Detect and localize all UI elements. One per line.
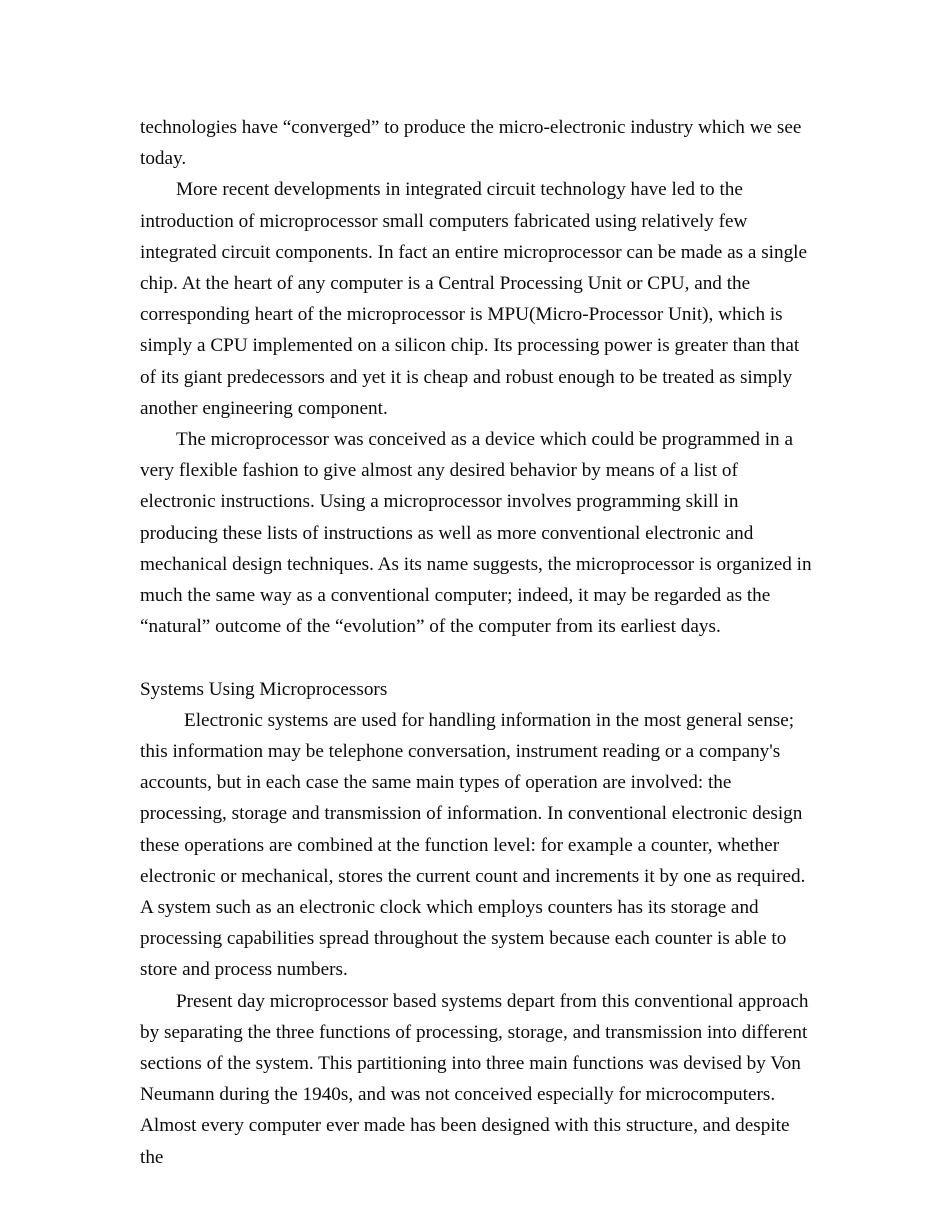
- blank-line-spacer: [140, 642, 812, 673]
- document-text-body: [140, 112, 812, 1173]
- paragraph-continuation: technologies have “converged” to produce the micro-electronic industry which we see today.: [140, 117, 802, 170]
- paragraph-microprocessor-conceived: The microprocessor was conceived as a device which could be programmed in a very flexible fashion to give almost any desired behavior by means of a list of electronic instructions. Using a microprocessor involves programming skill in producing these lists of instructions as well as more conventional electronic and mechanical design techniques. As its name suggests, the microprocessor is organized in much the same way as a conventional computer; indeed, it may be regarded as the “natural” outcome of the “evolution” of the computer from its earliest days.: [140, 429, 812, 638]
- paragraph-more-recent-developments: More recent developments in integrated circuit technology have led to the introduction of microprocessor small computers fabricated using relatively few integrated circuit components. In fact an entire microprocessor can be made as a single chip. At the heart of any computer is a Central Processing Unit or CPU, and the corresponding heart of the microprocessor is MPU(Micro-Processor Unit), which is simply a CPU implemented on a silicon chip. Its processing power is greater than that of its giant predecessors and yet it is cheap and robust enough to be treated as simply another engineering component.: [140, 179, 808, 419]
- section-heading-systems-using-microprocessors: Systems Using Microprocessors: [140, 678, 388, 700]
- paragraph-electronic-systems: Electronic systems are used for handling information in the most general sense; this information may be telephone conversation, instrument reading or a company's accounts, but in each case the same main types of operation are involved: the processing, storage and transmission of information. In conventional electronic design these operations are combined at the function level: for example a counter, whether electronic or mechanical, stores the current count and increments it by one as required. A system such as an electronic clock which employs counters has its storage and processing capabilities spread throughout the system because each counter is able to store and process numbers.: [140, 709, 806, 981]
- paragraph-present-day-systems: Present day microprocessor based systems depart from this conventional approach by separating the three functions of processing, storage, and transmission into different sections of the system. This partitioning into three main functions was devised by Von Neumann during the 1940s, and was not conceived especially for microcomputers. Almost every computer ever made has been designed with this structure, and despite the: [140, 990, 809, 1168]
